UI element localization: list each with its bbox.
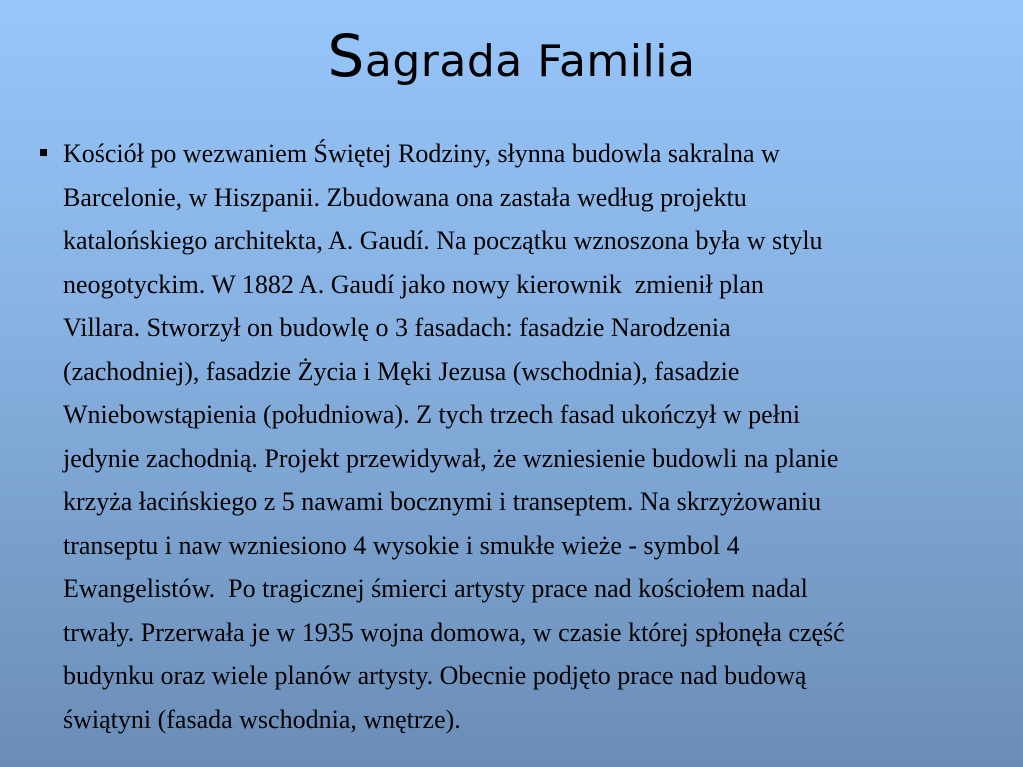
- text-line: budynku oraz wiele planów artysty. Obecnie podjęto prace nad budową: [63, 661, 807, 690]
- text-line: krzyża łacińskiego z 5 nawami bocznymi i transeptem. Na skrzyżowaniu: [63, 487, 822, 516]
- text-line: transeptu i naw wzniesiono 4 wysokie i smukłe wieże - symbol 4: [63, 530, 740, 560]
- text-line: trwały. Przerwała je w 1935 wojna domowa, w czasie której spłonęła część: [63, 617, 845, 647]
- title-rest: agrada Familia: [364, 36, 696, 87]
- bullet-text: [63, 132, 996, 741]
- text-line: neogotyckim. W 1882 A. Gaudí jako nowy kierownik zmienił plan: [63, 269, 764, 299]
- slide-title: [0, 22, 1023, 92]
- text-line: Kościół po wezwaniem Świętej Rodziny, słynna budowla sakralna w: [63, 139, 780, 168]
- text-line: (zachodniej), fasadzie Życia i Męki Jezusa (wschodnia), fasadzie: [63, 356, 740, 386]
- square-bullet-icon: [40, 149, 47, 156]
- text-line: jedynie zachodnią. Projekt przewidywał, że wzniesienie budowli na planie: [63, 443, 839, 473]
- text-line: Wniebowstąpienia (południowa). Z tych trzech fasad ukończył w pełni: [63, 400, 801, 429]
- text-line: katalońskiego architekta, A. Gaudí. Na początku wznoszona była w stylu: [63, 226, 823, 255]
- text-line: Villara. Stworzył on budowlę o 3 fasadach: fasadzie Narodzenia: [63, 313, 731, 342]
- text-line: Barcelonie, w Hiszpanii. Zbudowana ona zastała według projektu: [63, 182, 747, 212]
- text-line: Ewangelistów. Po tragicznej śmierci artysty prace nad kościołem nadal: [63, 574, 808, 603]
- bullet-list: [36, 132, 996, 741]
- title-initial: S: [327, 22, 365, 90]
- text-line: świątyni (fasada wschodnia, wnętrze).: [63, 704, 461, 734]
